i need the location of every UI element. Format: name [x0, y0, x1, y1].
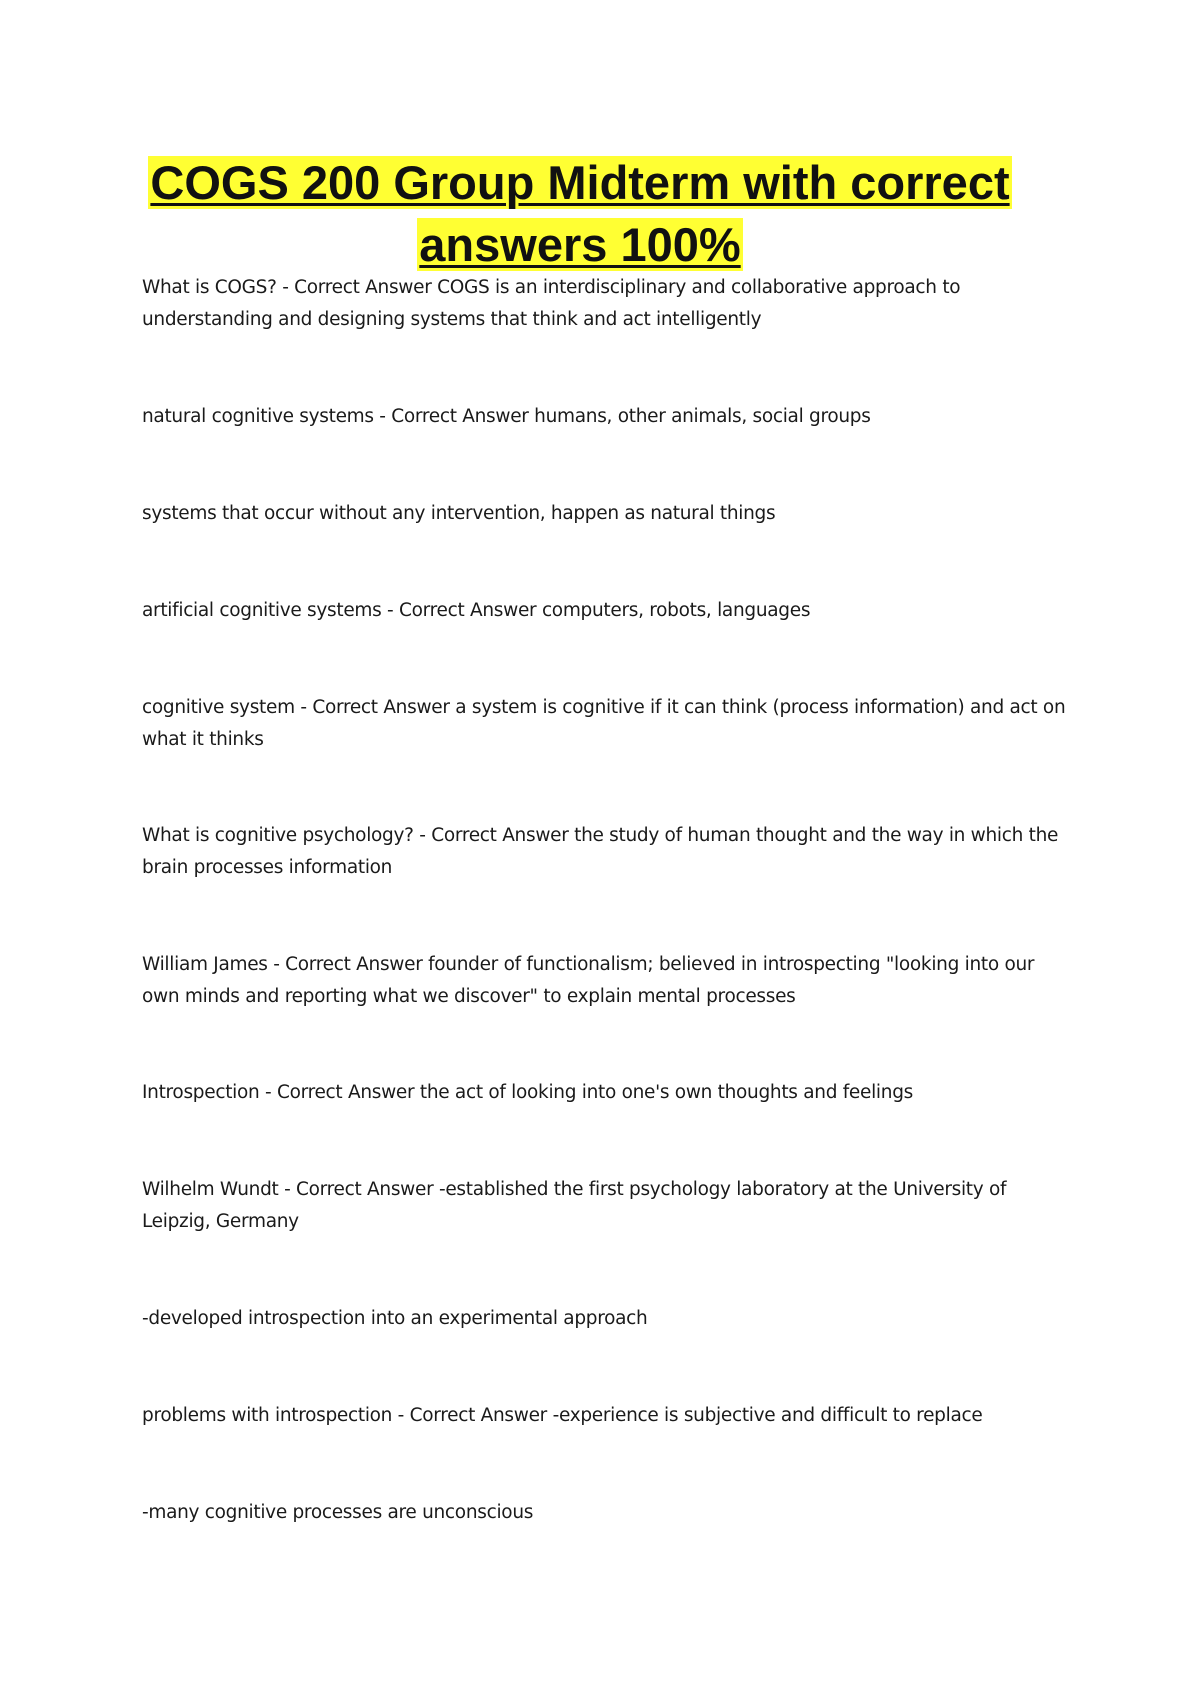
entry-what-is-cogs: What is COGS? - Correct Answer COGS is an interdisciplinary and collaborative approach to understanding and designing systems that think and act intelligently [142, 277, 961, 330]
title-line-1: COGS 200 Group Midterm with correct [150, 156, 1010, 209]
entry-artificial-cognitive-systems: artificial cognitive systems - Correct Answer computers, robots, languages [142, 600, 811, 621]
entry-natural-cognitive-systems: natural cognitive systems - Correct Answer humans, other animals, social groups [142, 406, 871, 427]
entry-wundt-experimental-approach: -developed introspection into an experimental approach [142, 1308, 648, 1329]
entry-unconscious-processes: -many cognitive processes are unconscious [142, 1502, 534, 1523]
entry-cognitive-psychology: What is cognitive psychology? - Correct Answer the study of human thought and the way in which the brain processes information [142, 825, 1059, 878]
entry-wilhelm-wundt: Wilhelm Wundt - Correct Answer -established the first psychology laboratory at the University of Leipzig, Germany [142, 1179, 1007, 1232]
document-title [130, 152, 1030, 276]
entry-natural-systems-description: systems that occur without any intervention, happen as natural things [142, 503, 776, 524]
entry-william-james: William James - Correct Answer founder of functionalism; believed in introspecting "looking into our own minds and reporting what we discover" to explain mental processes [142, 954, 1035, 1007]
title-line-2: answers 100% [419, 218, 741, 271]
entry-cognitive-system: cognitive system - Correct Answer a system is cognitive if it can think (process information) and act on what it thinks [142, 697, 1066, 750]
entry-problems-with-introspection: problems with introspection - Correct Answer -experience is subjective and difficult to replace [142, 1405, 983, 1426]
entry-introspection: Introspection - Correct Answer the act of looking into one's own thoughts and feelings [142, 1082, 913, 1103]
